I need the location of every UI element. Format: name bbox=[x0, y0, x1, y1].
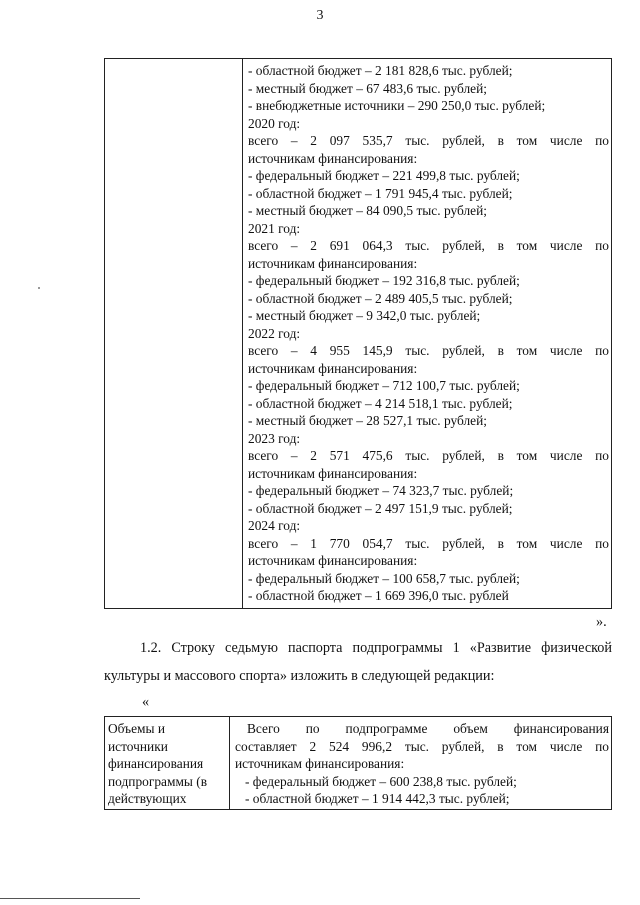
table2-value-cell bbox=[230, 717, 612, 810]
total-line: всего – 2 097 535,7 тыс. рублей, в том числе по bbox=[248, 133, 609, 148]
table-line: - местный бюджет – 84 090,5 тыс. рублей; bbox=[248, 203, 487, 218]
table-line: - федеральный бюджет – 712 100,7 тыс. рублей; bbox=[248, 378, 520, 393]
financing-table-new bbox=[104, 716, 612, 810]
table-line: - внебюджетные источники – 290 250,0 тыс. рублей; bbox=[248, 98, 546, 113]
footer-rule bbox=[0, 898, 140, 899]
table-line: источникам финансирования: bbox=[248, 553, 418, 568]
table-line: - федеральный бюджет – 221 499,8 тыс. рублей; bbox=[248, 168, 520, 183]
table-line: - областной бюджет – 1 791 945,4 тыс. рублей; bbox=[248, 185, 513, 201]
scan-artifact bbox=[38, 287, 40, 289]
year-heading: 2020 год: bbox=[248, 115, 301, 131]
table-line: - федеральный бюджет – 74 323,7 тыс. рублей; bbox=[248, 483, 514, 498]
table-line: - местный бюджет – 28 527,1 тыс. рублей; bbox=[248, 413, 487, 428]
label-line: источники bbox=[108, 738, 168, 754]
table-line: - областной бюджет – 4 214 518,1 тыс. рублей; bbox=[248, 395, 513, 411]
amendment-paragraph-line1: 1.2. Строку седьмую паспорта подпрограммы 1 «Развитие физической bbox=[140, 640, 612, 656]
table-line: источникам финансирования: bbox=[248, 360, 418, 376]
year-heading: 2024 год: bbox=[248, 518, 301, 533]
table-line: - федеральный бюджет – 100 658,7 тыс. рублей; bbox=[248, 570, 520, 586]
label-line: Объемы и bbox=[108, 721, 166, 736]
label-line: подпрограммы (в bbox=[108, 773, 208, 789]
table-line: - областной бюджет – 2 181 828,6 тыс. рублей; bbox=[248, 63, 513, 78]
total-line: всего – 2 571 475,6 тыс. рублей, в том числе по bbox=[248, 448, 609, 463]
table2-label-cell bbox=[105, 717, 230, 810]
table1-label-cell bbox=[105, 59, 243, 609]
year-heading: 2023 год: bbox=[248, 430, 301, 446]
label-line: финансирования bbox=[108, 756, 204, 771]
amendment-paragraph-line2: культуры и массового спорта» изложить в следующей редакции: bbox=[104, 668, 495, 684]
total-line: Всего по подпрограмме объем финансирования bbox=[247, 721, 609, 736]
label-line: действующих bbox=[108, 791, 187, 806]
table-line: источникам финансирования: bbox=[248, 465, 418, 481]
page-number: 3 bbox=[316, 8, 324, 23]
table-line: источникам финансирования: bbox=[248, 255, 418, 271]
table1-lines bbox=[243, 59, 611, 605]
total-line: всего – 2 691 064,3 тыс. рублей, в том числе по bbox=[248, 238, 609, 253]
table-line: - местный бюджет – 9 342,0 тыс. рублей; bbox=[248, 308, 481, 323]
table2-label bbox=[105, 717, 229, 808]
table1-label bbox=[105, 59, 242, 62]
table-line: - областной бюджет – 1 669 396,0 тыс. рублей bbox=[248, 588, 509, 603]
total-line: всего – 4 955 145,9 тыс. рублей, в том числе по bbox=[248, 343, 609, 358]
table-line: - федеральный бюджет – 192 316,8 тыс. рублей; bbox=[248, 273, 520, 288]
table1-value-cell bbox=[243, 59, 612, 609]
table2-lines bbox=[230, 717, 611, 808]
total-line: всего – 1 770 054,7 тыс. рублей, в том числе по bbox=[248, 535, 609, 551]
table-line: источникам финансирования: bbox=[248, 150, 418, 166]
financing-table-continued bbox=[104, 58, 612, 609]
table-line: источникам финансирования: bbox=[235, 756, 405, 771]
table-line: - областной бюджет – 1 914 442,3 тыс. рублей; bbox=[245, 791, 510, 806]
closing-quote: ». bbox=[596, 614, 607, 630]
total-line: составляет 2 524 996,2 тыс. рублей, в том числе по bbox=[235, 738, 609, 754]
table-line: - местный бюджет – 67 483,6 тыс. рублей; bbox=[248, 80, 487, 96]
opening-quote: « bbox=[142, 694, 150, 710]
year-heading: 2022 год: bbox=[248, 325, 301, 341]
table-line: - федеральный бюджет – 600 238,8 тыс. рублей; bbox=[245, 773, 517, 789]
year-heading: 2021 год: bbox=[248, 220, 301, 236]
table-line: - областной бюджет – 2 489 405,5 тыс. рублей; bbox=[248, 290, 513, 306]
table-line: - областной бюджет – 2 497 151,9 тыс. рублей; bbox=[248, 500, 513, 516]
